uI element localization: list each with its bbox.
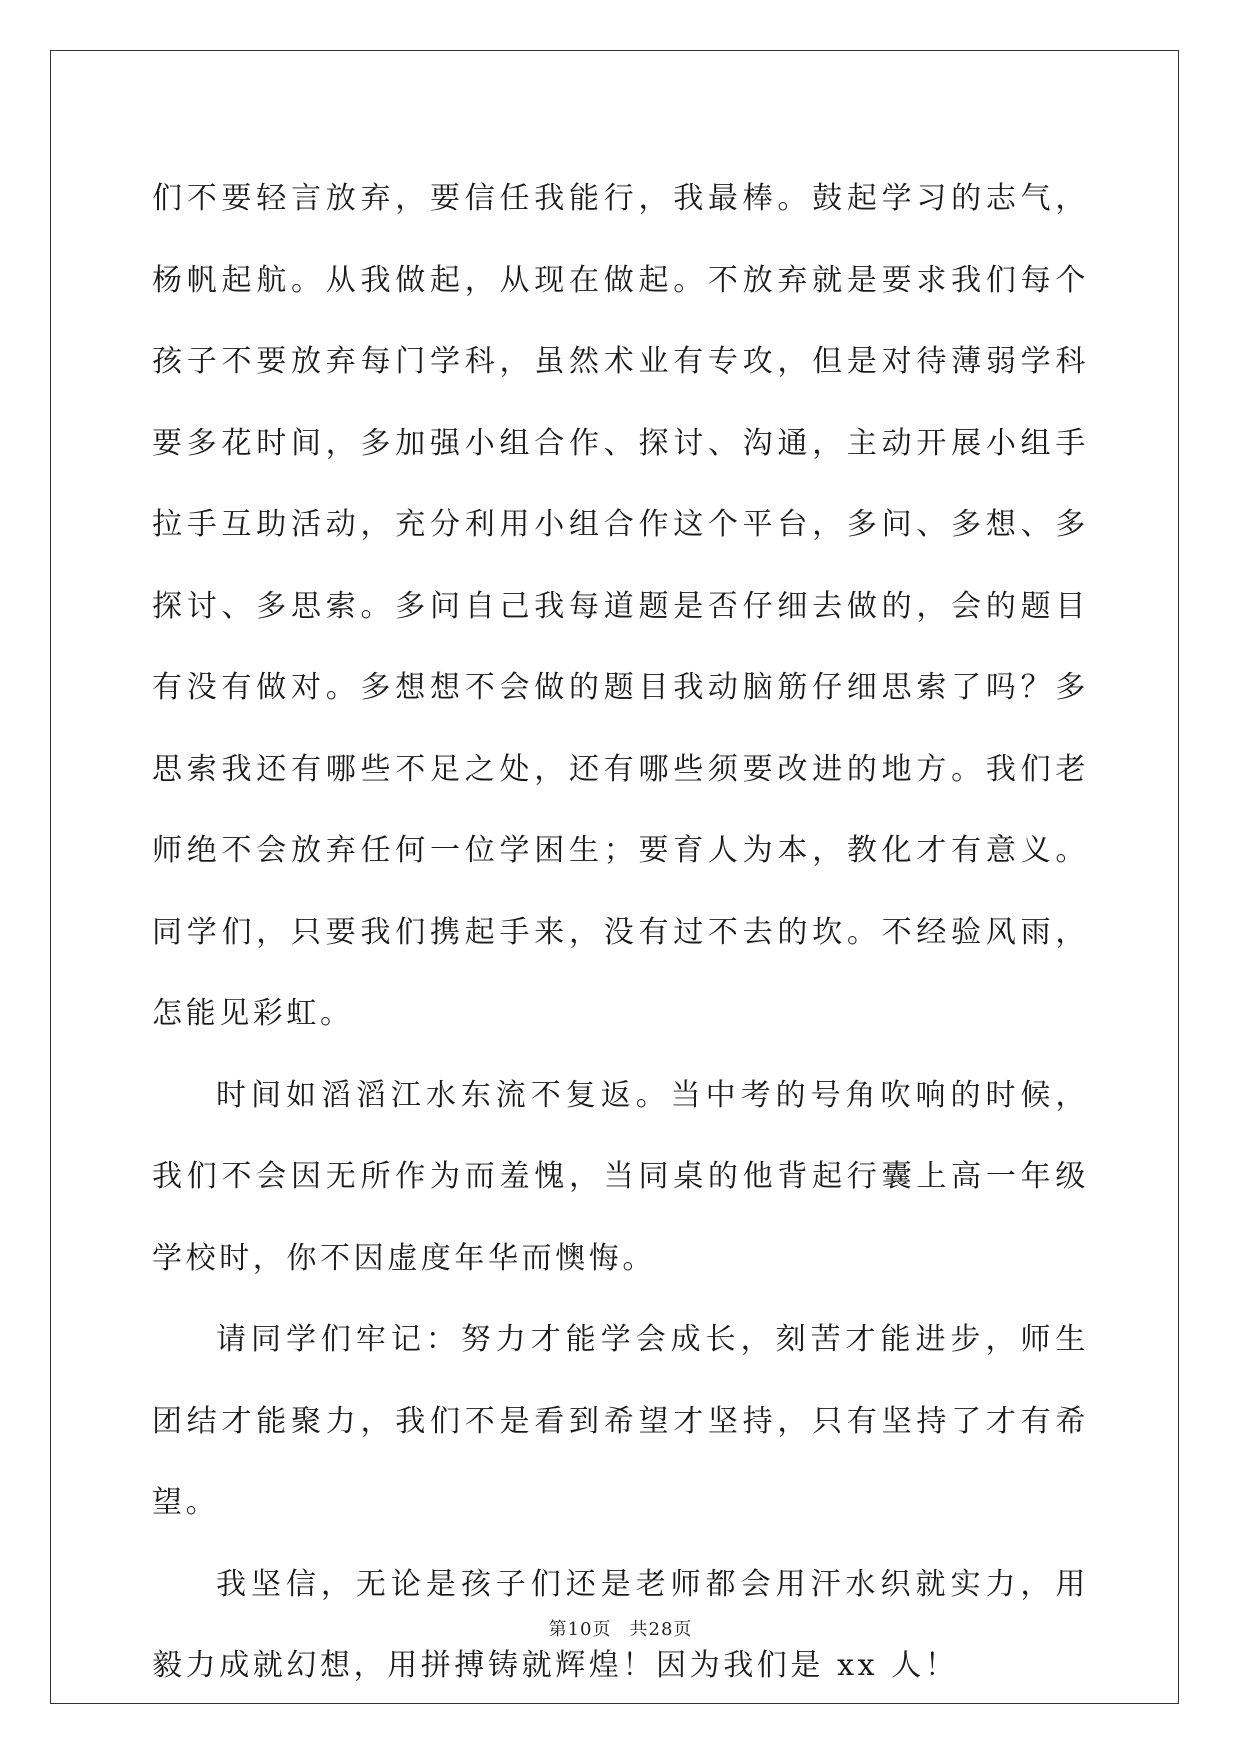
paragraph-1: 们不要轻言放弃，要信任我能行，我最棒。鼓起学习的志气，杨帆起航。从我做起，从现在做起。不放弃就是要求我们每个孩子不要放弃每门学科，虽然术业有专攻，但是对待薄弱学科要多花时间，多加强小组合作、探讨、沟通，主动开展小组手拉手互助活动，充分利用小组合作这个平台，多问、多想、多探讨、多思索。多问自己我每道题是否仔细去做的，会的题目有没有做对。多想想不会做的题目我动脑筋仔细思索了吗？多思索我还有哪些不足之处，还有哪些须要改进的地方。我们老师绝不会放弃任何一位学困生；要育人为本，教化才有意义。同学们，只要我们携起手来，没有过不去的坎。不经验风雨，怎能见彩虹。	[152, 181, 1089, 1031]
page-footer	[0, 1615, 1241, 1641]
current-page-label: 第10页	[548, 1619, 612, 1640]
document-body	[152, 158, 1089, 1707]
paragraph-2: 时间如滔滔江水东流不复返。当中考的号角吹响的时候，我们不会因无所作为而羞愧，当同桌的他背起行囊上高一年级学校时，你不因虚度年华而懊悔。	[152, 1077, 1089, 1276]
total-pages-label: 共28页	[629, 1619, 693, 1640]
paragraph-4: 我坚信，无论是孩子们还是老师都会用汗水织就实力，用毅力成就幻想，用拼搏铸就辉煌！因为我们是 xx 人！	[152, 1566, 1089, 1683]
paragraph-3: 请同学们牢记：努力才能学会成长，刻苦才能进步，师生团结才能聚力，我们不是看到希望才坚持，只有坚持了才有希望。	[152, 1322, 1089, 1520]
